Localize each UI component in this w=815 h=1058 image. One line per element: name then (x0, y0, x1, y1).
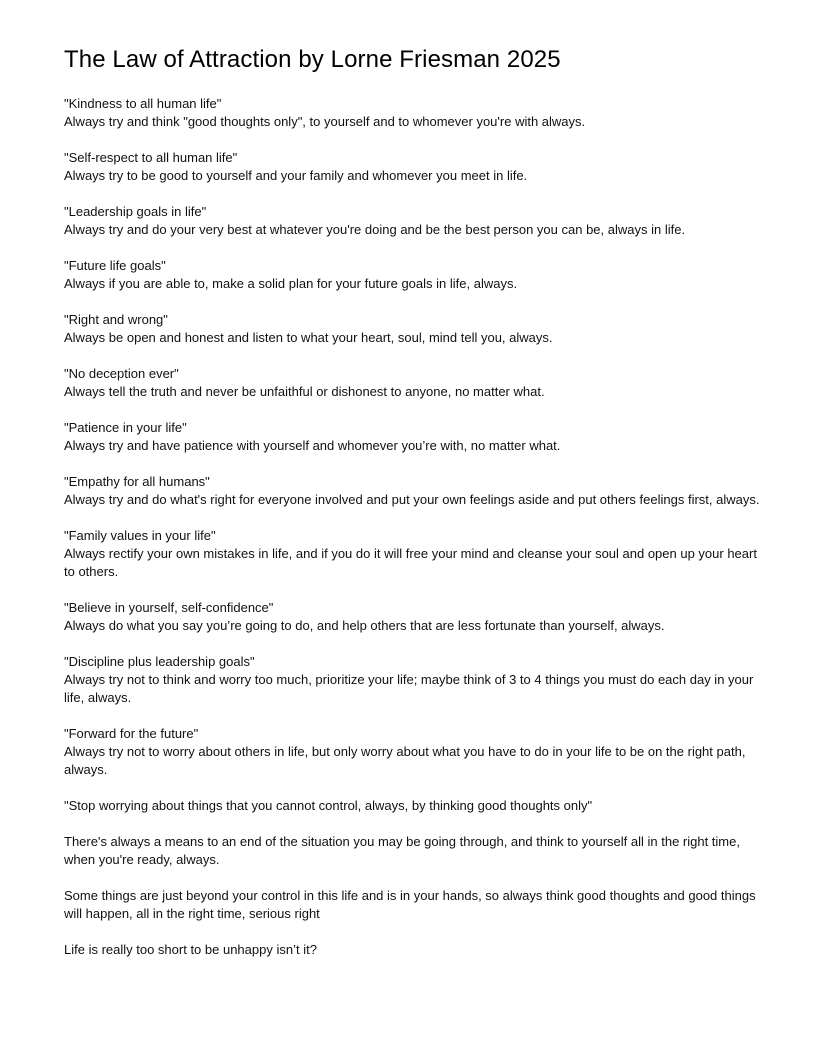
closing-paragraph: "Stop worrying about things that you cannot control, always, by thinking good thoughts only" (64, 798, 593, 813)
section-self-respect (64, 149, 764, 185)
section-body: Always rectify your own mistakes in life, and if you do it will free your mind and cleanse your soul and open up your heart to others. (64, 546, 757, 579)
section-no-deception (64, 365, 764, 401)
section-heading: "Kindness to all human life" (64, 96, 222, 111)
section-body: Always try not to think and worry too much, prioritize your life; maybe think of 3 to 4 things you must do each day in your life, always. (64, 672, 754, 705)
closing-paragraph: Some things are just beyond your control in this life and is in your hands, so always think good thoughts and good things will happen, all in the right time, serious right (64, 888, 756, 921)
section-body: Always try and do what's right for everyone involved and put your own feelings aside and put others feelings first, always. (64, 492, 760, 507)
closing-life-short (64, 941, 764, 959)
section-heading: "Future life goals" (64, 258, 166, 273)
section-heading: "Discipline plus leadership goals" (64, 654, 255, 669)
section-heading: "Right and wrong" (64, 312, 168, 327)
document-page (64, 44, 764, 977)
closing-beyond-control (64, 887, 764, 923)
section-kindness (64, 95, 764, 131)
section-body: Always try to be good to yourself and your family and whomever you meet in life. (64, 168, 528, 183)
section-empathy (64, 473, 764, 509)
section-body: Always do what you say you’re going to do, and help others that are less fortunate than yourself, always. (64, 618, 665, 633)
section-heading: "Self-respect to all human life" (64, 150, 238, 165)
section-body: Always try and think "good thoughts only", to yourself and to whomever you're with always. (64, 114, 586, 129)
section-self-confidence (64, 599, 764, 635)
section-family-values (64, 527, 764, 581)
document-title: The Law of Attraction by Lorne Friesman 2025 (64, 46, 561, 73)
section-heading: "Family values in your life" (64, 528, 216, 543)
closing-quote (64, 797, 764, 815)
section-body: Always try and have patience with yourself and whomever you’re with, no matter what. (64, 438, 561, 453)
section-heading: "Empathy for all humans" (64, 474, 210, 489)
section-body: Always try and do your very best at whatever you're doing and be the best person you can be, always in life. (64, 222, 686, 237)
closing-paragraph: There's always a means to an end of the situation you may be going through, and think to yourself all in the right time, when you're ready, always. (64, 834, 740, 867)
section-heading: "Believe in yourself, self-confidence" (64, 600, 274, 615)
section-right-and-wrong (64, 311, 764, 347)
closing-paragraph: Life is really too short to be unhappy isn’t it? (64, 942, 317, 957)
section-heading: "Patience in your life" (64, 420, 187, 435)
section-leadership-goals (64, 203, 764, 239)
section-discipline (64, 653, 764, 707)
section-patience (64, 419, 764, 455)
closing-means-to-end (64, 833, 764, 869)
section-heading: "No deception ever" (64, 366, 179, 381)
section-body: Always try not to worry about others in life, but only worry about what you have to do in your life to be on the right path, always. (64, 744, 746, 777)
section-heading: "Leadership goals in life" (64, 204, 207, 219)
section-forward (64, 725, 764, 779)
section-heading: "Forward for the future" (64, 726, 199, 741)
section-body: Always tell the truth and never be unfaithful or dishonest to anyone, no matter what. (64, 384, 545, 399)
section-body: Always be open and honest and listen to what your heart, soul, mind tell you, always. (64, 330, 553, 345)
section-future-goals (64, 257, 764, 293)
section-body: Always if you are able to, make a solid plan for your future goals in life, always. (64, 276, 518, 291)
